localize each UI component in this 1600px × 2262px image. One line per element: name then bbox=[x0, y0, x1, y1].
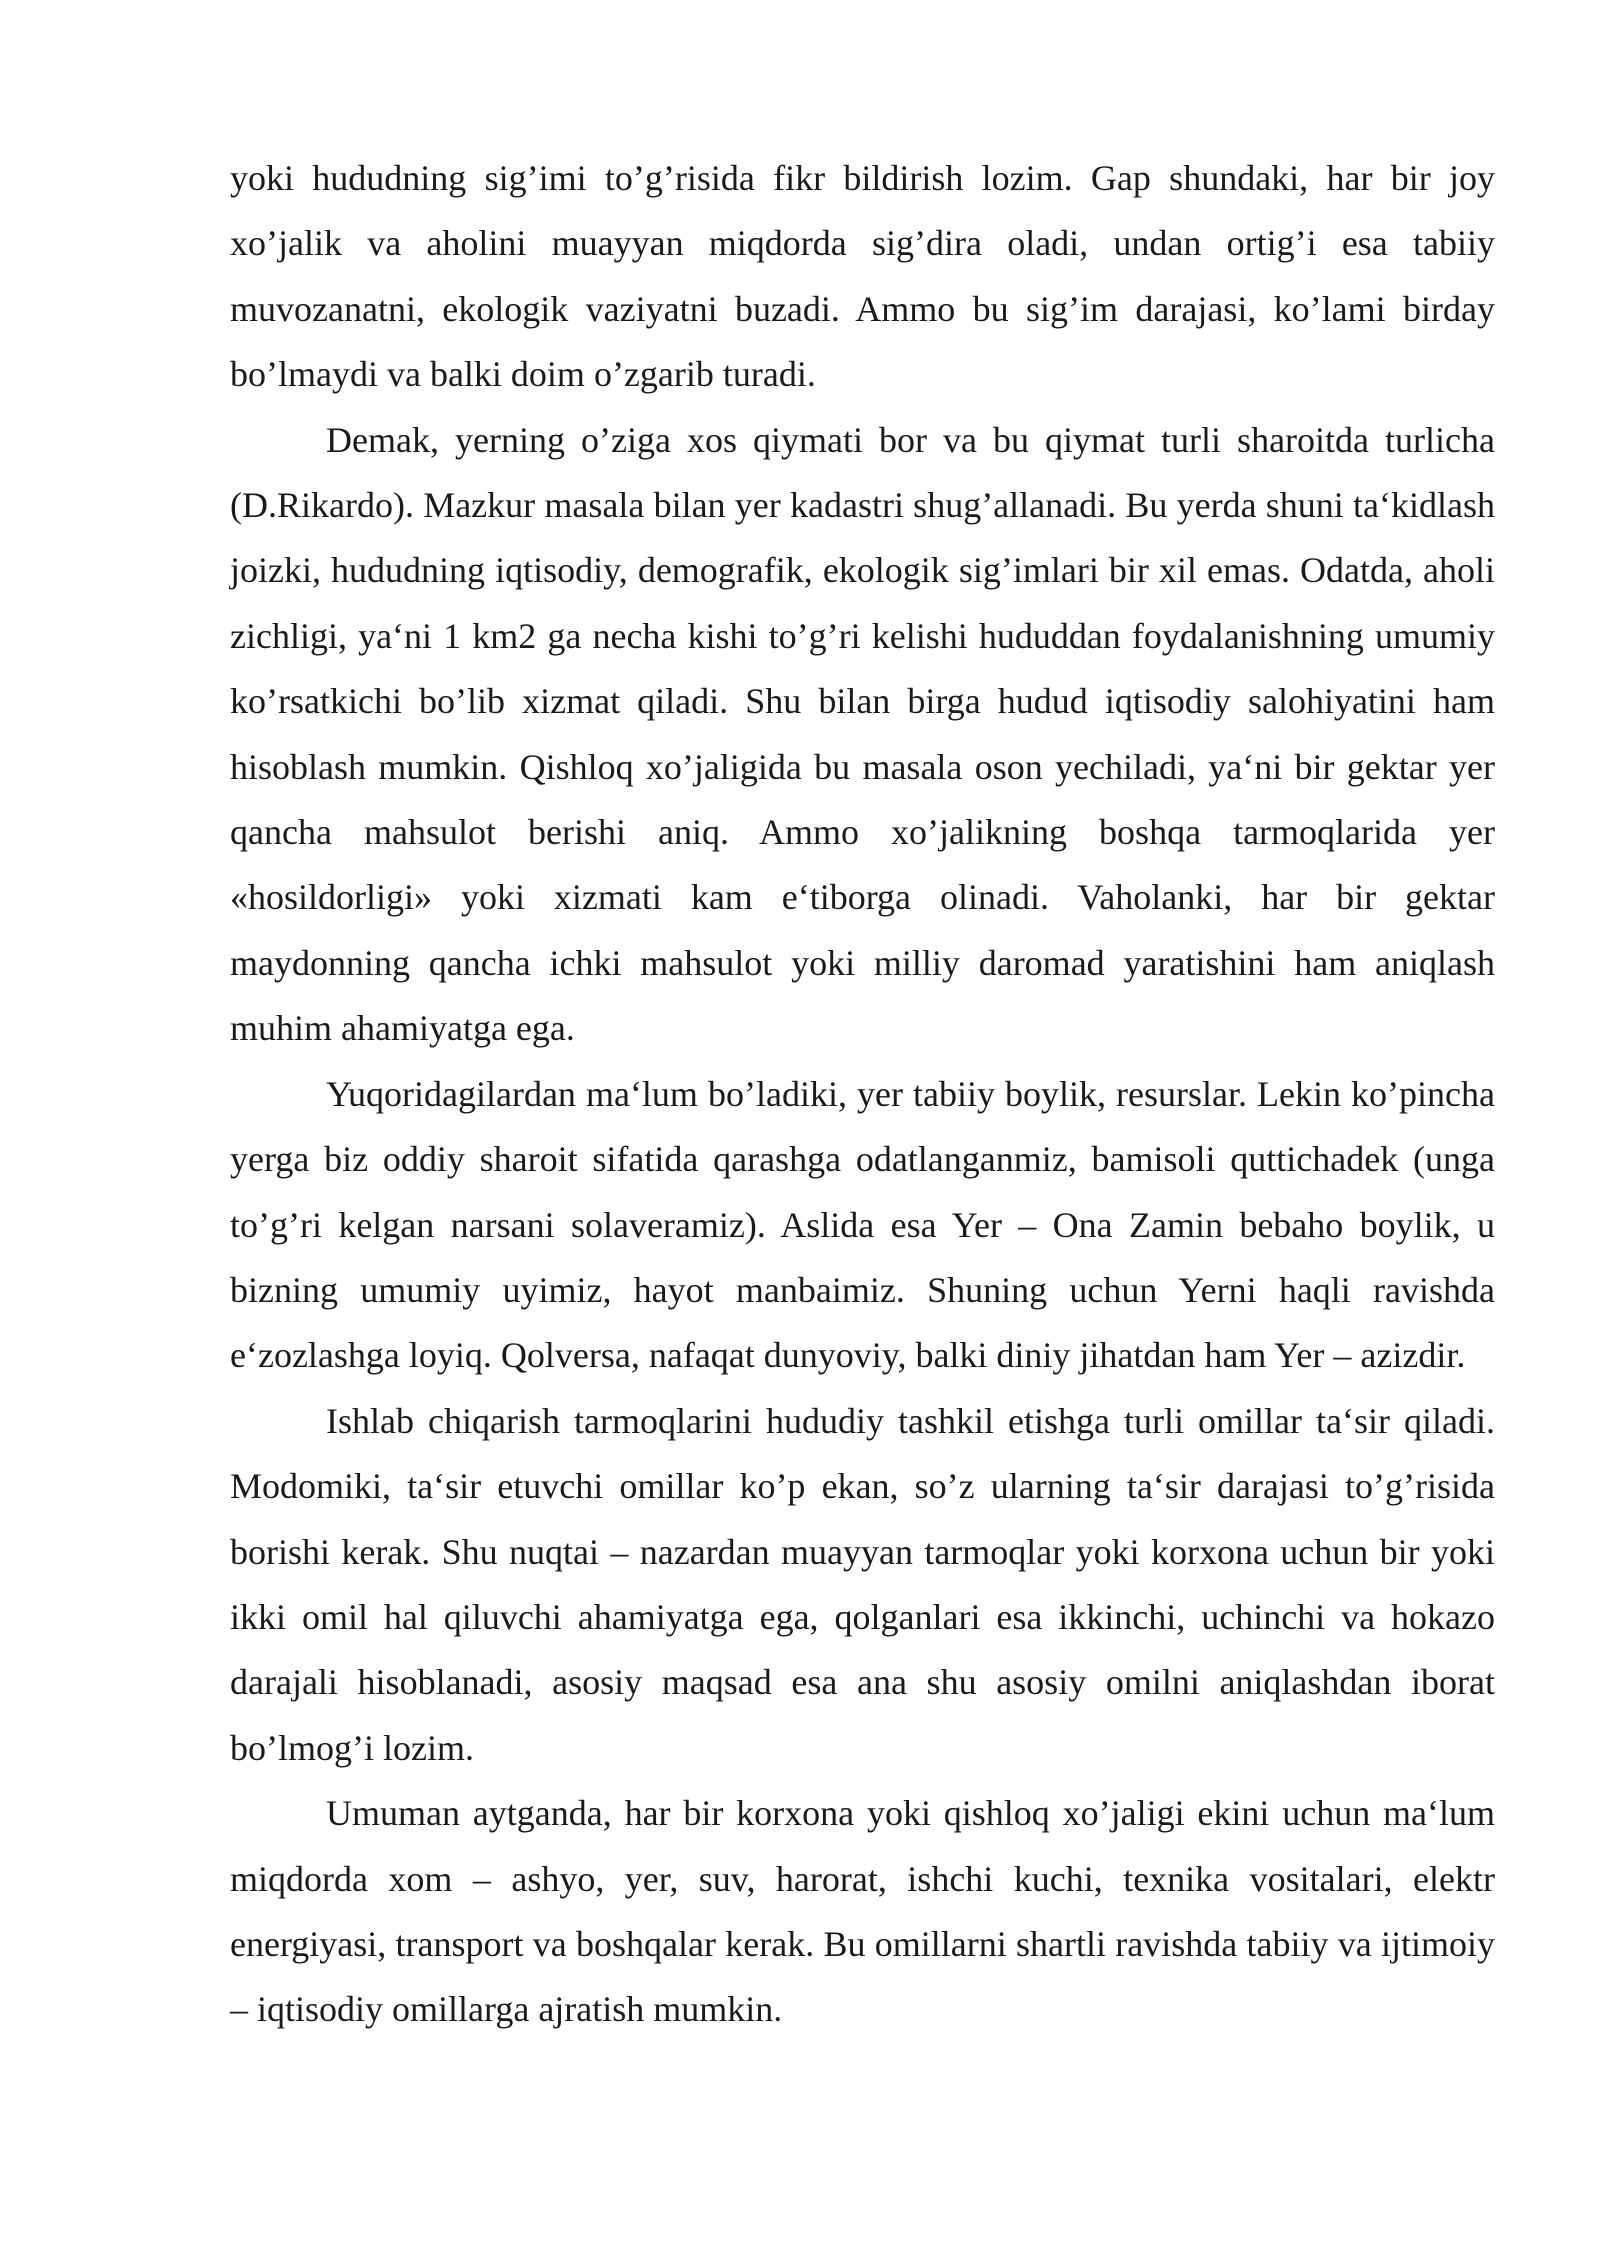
paragraph-4: Ishlab chiqarish tarmoqlarini hududiy tashkil etishga turli omillar ta‘sir qiladi. Modomiki, ta‘sir etuvchi omillar ko’p ekan, so’z ularning ta‘sir darajasi to’g’risida borishi kerak. Shu nuqtai – nazardan muayyan tarmoqlar yoki korxona uchun bir yoki ikki omil hal qiluvchi ahamiyatga ega, qolganlari esa ikkinchi, uchinchi va hokazo darajali hisoblanadi, asosiy maqsad esa ana shu asosiy omilni aniqlashdan iborat bo’lmog’i lozim. bbox=[230, 1400, 1495, 1768]
paragraph-1: yoki hududning sig’imi to’g’risida fikr bildirish lozim. Gap shundaki, har bir joy xo’jalik va aholini muayyan miqdorda sig’dira oladi, undan ortig’i esa tabiiy muvozanatni, ekologik vaziyatni buzadi. Ammo bu sig’im darajasi, ko’lami birday bo’lmaydi va balki doim o’zgarib turadi. bbox=[230, 158, 1495, 395]
paragraph-5: Umuman aytganda, har bir korxona yoki qishloq xo’jaligi ekini uchun ma‘lum miqdorda xom – ashyo, yer, suv, harorat, ishchi kuchi, texnika vositalari, elektr energiyasi, transport va boshqalar kerak. Bu omillarni shartli ravishda tabiiy va ijtimoiy – iqtisodiy omillarga ajratish mumkin. bbox=[230, 1793, 1495, 2030]
document-page bbox=[230, 146, 1495, 2043]
paragraph-2: Demak, yerning o’ziga xos qiymati bor va bu qiymat turli sharoitda turlicha (D.Rikardo). Mazkur masala bilan yer kadastri shug’allanadi. Bu yerda shuni ta‘kidlash joizki, hududning iqtisodiy, demografik, ekologik sig’imlari bir xil emas. Odatda, aholi zichligi, ya‘ni 1 km2 ga necha kishi to’g’ri kelishi hududdan foydalanishning umumiy ko’rsatkichi bo’lib xizmat qiladi. Shu bilan birga hudud iqtisodiy salohiyatini ham hisoblash mumkin. Qishloq xo’jaligida bu masala oson yechiladi, ya‘ni bir gektar yer qancha mahsulot berishi aniq. Ammo xo’jalikning boshqa tarmoqlarida yer «hosildorligi» yoki xizmati kam e‘tiborga olinadi. Vaholanki, har bir gektar maydonning qancha ichki mahsulot yoki milliy daromad yaratishini ham aniqlash muhim ahamiyatga ega. bbox=[230, 419, 1495, 1049]
paragraph-3: Yuqoridagilardan ma‘lum bo’ladiki, yer tabiiy boylik, resurslar. Lekin ko’pincha yerga biz oddiy sharoit sifatida qarashga odatlanganmiz, bamisoli quttichadek (unga to’g’ri kelgan narsani solaveramiz). Aslida esa Yer – Ona Zamin bebaho boylik, u bizning umumiy uyimiz, hayot manbaimiz. Shuning uchun Yerni haqli ravishda e‘zozlashga loyiq. Qolversa, nafaqat dunyoviy, balki diniy jihatdan ham Yer – azizdir. bbox=[230, 1073, 1495, 1376]
